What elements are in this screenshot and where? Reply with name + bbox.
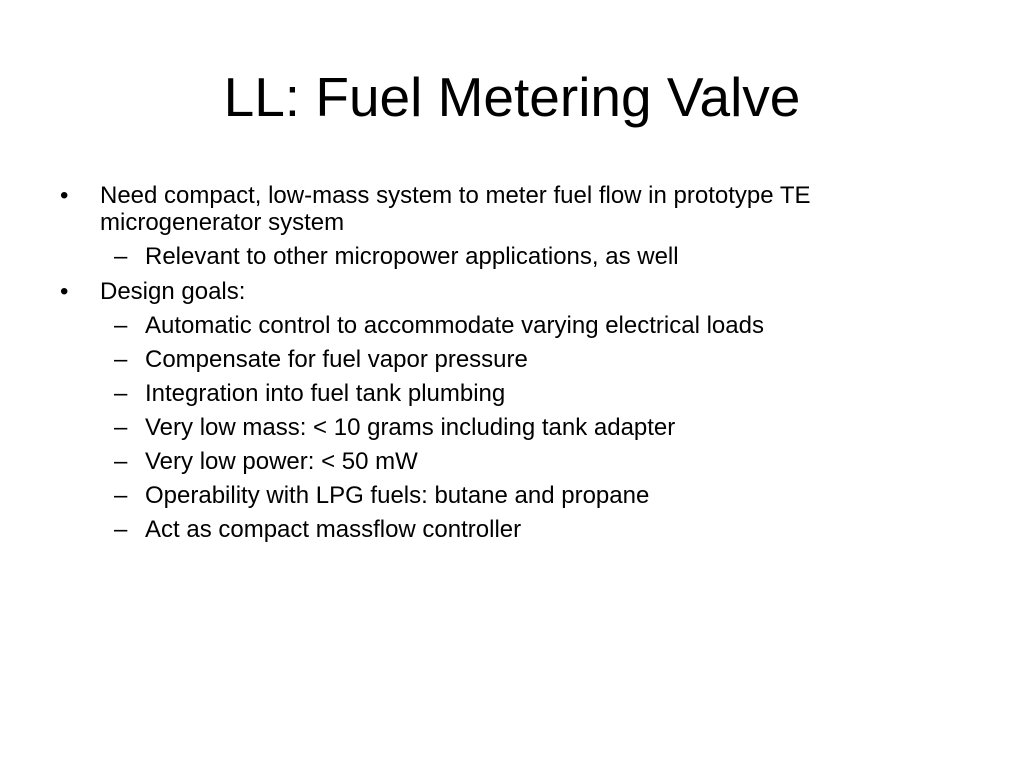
dash-marker: – (114, 380, 128, 407)
sub-bullet-item (100, 243, 976, 270)
bullet-text: Design goals: (100, 278, 246, 305)
sub-bullet-item (100, 380, 976, 407)
sub-bullet-text: Compensate for fuel vapor pressure (145, 346, 528, 373)
sub-bullet-text: Act as compact massflow controller (145, 516, 522, 543)
sub-bullet-text: Very low power: < 50 mW (145, 448, 418, 475)
dash-marker: – (114, 243, 128, 270)
dash-marker: – (114, 346, 128, 373)
bullet-item (56, 278, 976, 543)
sub-bullet-item (100, 516, 976, 543)
dash-marker: – (114, 516, 128, 543)
bullet-marker: • (60, 182, 69, 209)
sub-bullet-list (100, 312, 976, 543)
sub-bullet-text: Automatic control to accommodate varying electrical loads (145, 312, 764, 339)
sub-bullet-item (100, 448, 976, 475)
sub-bullet-item (100, 414, 976, 441)
bullet-item (56, 182, 976, 270)
slide-title: LL: Fuel Metering Valve (223, 66, 801, 128)
dash-marker: – (114, 448, 128, 475)
sub-bullet-text: Very low mass: < 10 grams including tank adapter (145, 414, 676, 441)
dash-marker: – (114, 414, 128, 441)
sub-bullet-item (100, 346, 976, 373)
sub-bullet-text: Operability with LPG fuels: butane and propane (145, 482, 650, 509)
bullet-list (56, 182, 976, 543)
dash-marker: – (114, 312, 128, 339)
sub-bullet-list (100, 243, 976, 270)
sub-bullet-text: Relevant to other micropower applications, as well (145, 243, 679, 270)
sub-bullet-text: Integration into fuel tank plumbing (145, 380, 506, 407)
sub-bullet-item (100, 312, 976, 339)
sub-bullet-item (100, 482, 976, 509)
dash-marker: – (114, 482, 128, 509)
bullet-text: Need compact, low-mass system to meter fuel flow in prototype TE microgenerator system (100, 182, 811, 236)
bullet-marker: • (60, 278, 69, 305)
